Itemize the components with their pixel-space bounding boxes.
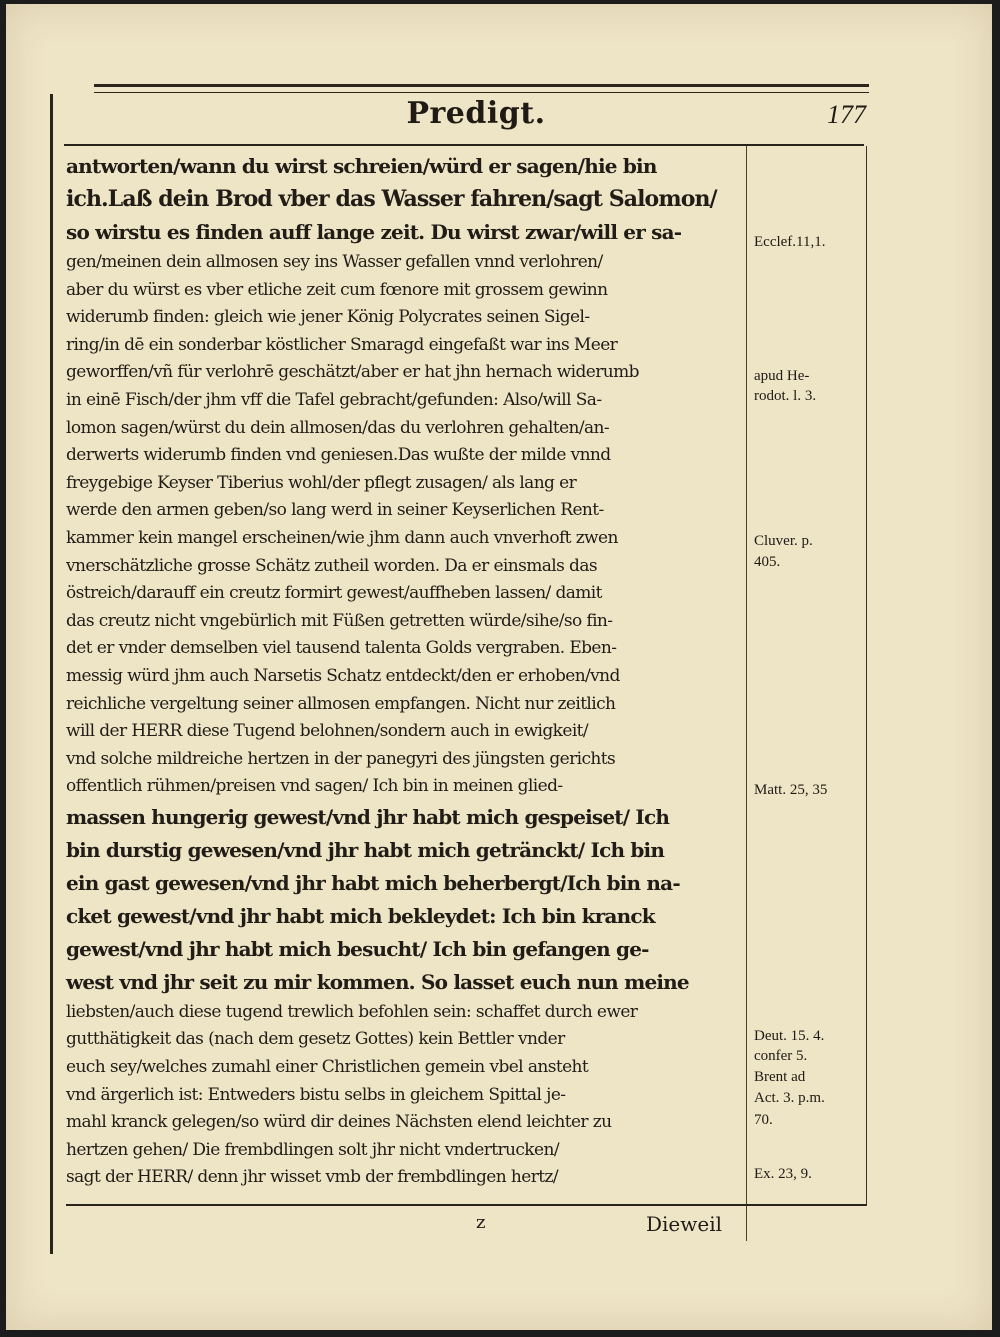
marginal-note: Ex. 23, 9. xyxy=(754,1166,812,1182)
text-line: kammer kein mangel erscheinen/wie jhm dann auch vnverhoft zwen xyxy=(66,527,618,548)
text-line: geworffen/vñ für verlohrē geschätzt/aber er hat jhn hernach widerumb xyxy=(66,362,639,383)
text-line: vnd ärgerlich ist: Entweders bistu selbs in gleichem Spittal je- xyxy=(66,1084,566,1105)
text-line: cket gewest/vnd jhr habt mich bekleydet: Ich bin kranck xyxy=(66,903,655,928)
margin-right-rule xyxy=(866,146,867,1206)
text-line: das creutz nicht vngebürlich mit Füßen getretten würde/sihe/so fin- xyxy=(66,610,613,631)
text-line: so wirstu es finden auff lange zeit. Du wirst zwar/will er sa- xyxy=(66,220,682,244)
text-line: ich.Laß dein Brod vber das Wasser fahren/sagt Salomon/ xyxy=(66,186,717,212)
text-line: liebsten/auch diese tugend trewlich befohlen sein: schaffet durch ewer xyxy=(66,1001,638,1022)
header-rule xyxy=(64,144,864,146)
text-line: widerumb finden: gleich wie jener König Polycrates seinen Sigel- xyxy=(66,307,590,328)
marginal-note: apud He- xyxy=(754,368,810,384)
text-line: freygebige Keyser Tiberius wohl/der pflegt zusagen/ als lang er xyxy=(66,472,577,493)
marginal-note: Act. 3. p.m. xyxy=(754,1090,825,1106)
marginal-note: rodot. l. 3. xyxy=(754,388,817,404)
text-line: gen/meinen dein allmosen sey ins Wasser gefallen vnnd verlohren/ xyxy=(66,252,603,272)
margin-rule xyxy=(746,146,747,1241)
top-rule-thin xyxy=(94,92,869,93)
bottom-rule xyxy=(66,1204,866,1206)
text-line: werde den armen geben/so lang werd in seiner Keyserlichen Rent- xyxy=(66,500,604,521)
text-line: west vnd jhr seit zu mir kommen. So lasset euch nun meine xyxy=(66,969,689,994)
book-page xyxy=(6,4,992,1330)
text-line: ring/in dē ein sonderbar köstlicher Smaragd eingefaßt war ins Meer xyxy=(66,334,618,355)
text-line: sagt der HERR/ denn jhr wisset vmb der frembdlingen hertz/ xyxy=(66,1167,558,1188)
marginal-note: 70. xyxy=(754,1112,773,1128)
text-line: det er vnder demselben viel tausend talenta Golds vergraben. Eben- xyxy=(66,638,617,659)
text-line: gewest/vnd jhr habt mich besucht/ Ich bin gefangen ge- xyxy=(66,936,649,961)
page-number: 177 xyxy=(827,100,866,129)
marginal-note: Ecclef.11,1. xyxy=(754,234,826,250)
catchword: Dieweil xyxy=(646,1212,723,1236)
text-line: aber du würst es vber etliche zeit cum fœnore mit grossem gewinn xyxy=(66,279,608,300)
text-line: mahl kranck gelegen/so würd dir deines Nächsten elend leichter zu xyxy=(66,1112,612,1133)
page-left-edge xyxy=(50,94,53,1254)
text-line: lomon sagen/würst du dein allmosen/das du verlohren gehalten/an- xyxy=(66,417,610,438)
marginal-note: confer 5. xyxy=(754,1048,808,1064)
marginal-note: Matt. 25, 35 xyxy=(754,782,828,798)
text-line: in einē Fisch/der jhm vff die Tafel gebracht/gefunden: Also/will Sa- xyxy=(66,389,602,410)
text-line: will der HERR diese Tugend belohnen/sondern auch in ewigkeit/ xyxy=(66,721,589,742)
body-text xyxy=(66,150,746,1192)
text-line: vnerschätzliche grosse Schätz zutheil worden. Da er einsmals das xyxy=(66,555,597,576)
text-line: ein gast gewesen/vnd jhr habt mich beherbergt/Ich bin na- xyxy=(66,870,680,895)
text-line: derwerts widerumb finden vnd geniesen.Das wußte der milde vnnd xyxy=(66,445,611,466)
text-line: gutthätigkeit das (nach dem gesetz Gottes) kein Bettler vnder xyxy=(66,1029,565,1050)
text-line: östreich/darauff ein creutz formirt gewest/auffheben lassen/ damit xyxy=(66,583,602,604)
text-line: reichliche vergeltung seiner allmosen empfangen. Nicht nur zeitlich xyxy=(66,693,616,714)
text-line: messig würd jhm auch Narsetis Schatz entdeckt/den er erhoben/vnd xyxy=(66,665,620,686)
marginal-note: Deut. 15. 4. xyxy=(754,1028,825,1044)
text-line: euch sey/welches zumahl einer Christlichen gemein vbel ansteht xyxy=(66,1057,589,1078)
running-head: Predigt. xyxy=(406,96,546,131)
marginal-note: Cluver. p. xyxy=(754,533,813,549)
marginal-note: Brent ad xyxy=(754,1069,806,1085)
top-rule xyxy=(94,84,869,87)
text-line: antworten/wann du wirst schreien/würd er sagen/hie bin xyxy=(66,154,657,178)
text-line: hertzen gehen/ Die frembdlingen solt jhr nicht vndertrucken/ xyxy=(66,1139,559,1160)
text-line: vnd solche mildreiche hertzen in der panegyri des jüngsten gerichts xyxy=(66,748,616,769)
text-line: bin durstig gewesen/vnd jhr habt mich getränckt/ Ich bin xyxy=(66,837,665,862)
text-line: offentlich rühmen/preisen vnd sagen/ Ich bin in meinen glied- xyxy=(66,776,563,797)
text-line: massen hungerig gewest/vnd jhr habt mich gespeiset/ Ich xyxy=(66,804,670,829)
signature-mark: z xyxy=(476,1212,486,1233)
marginal-note: 405. xyxy=(754,554,781,570)
